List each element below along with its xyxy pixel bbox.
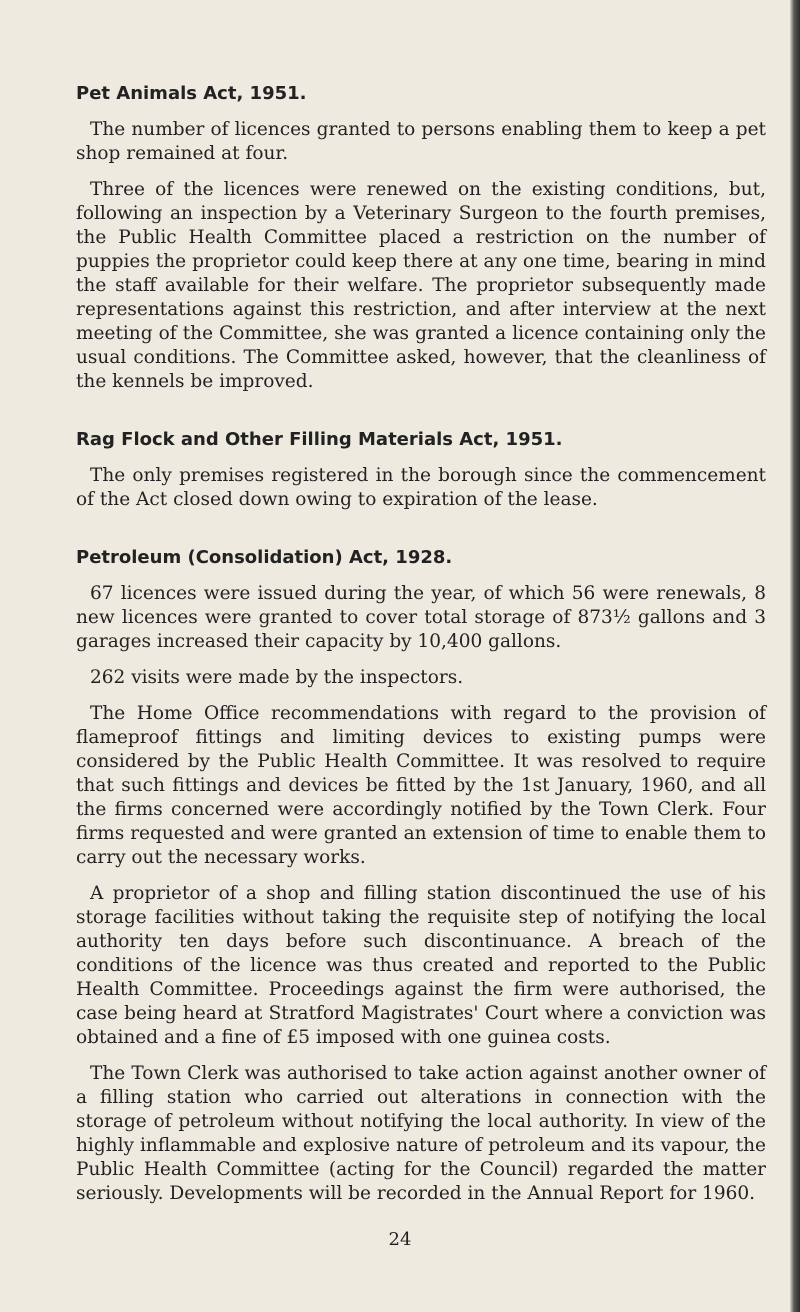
section-pet-animals: [76, 82, 766, 394]
section-petroleum: [76, 546, 766, 1206]
paragraph: A proprietor of a shop and filling station discontinued the use of his storage facilities without taking the requisite step of notifying the local authority ten days before such discontinuance. A breach of the conditions of the licence was thus created and reported to the Public Health Committee. Proceedings against the firm were authorised, the case being heard at Stratford Magistrates' Court where a conviction was obtained and a fine of £5 imposed with one guinea costs.: [76, 883, 766, 1048]
section-spacer: [76, 524, 766, 546]
section-heading: Pet Animals Act, 1951.: [76, 83, 307, 104]
page-edge: [790, 0, 800, 1312]
section-spacer: [76, 406, 766, 428]
section-heading: Petroleum (Consolidation) Act, 1928.: [76, 547, 453, 568]
paragraph: The Town Clerk was authorised to take action against another owner of a filling station who carried out alterations in connection with the storage of petroleum without notifying the local authority. In view of the highly inflammable and explosive nature of petroleum and its vapour, the Public Health Committee (acting for the Council) regarded the matter seriously. Developments will be recorded in the Annual Report for 1960.: [76, 1063, 766, 1204]
paragraph: The Home Office recommendations with regard to the provision of flameproof fittings and limiting devices to existing pumps were considered by the Public Health Committee. It was resolved to require that such fittings and devices be fitted by the 1st January, 1960, and all the firms concerned were accordingly notified by the Town Clerk. Four firms requested and were granted an extension of time to enable them to carry out the necessary works.: [76, 703, 766, 868]
paragraph: Three of the licences were renewed on the existing conditions, but, following an inspection by a Veterinary Surgeon to the fourth premises, the Public Health Committee placed a restriction on the number of puppies the proprietor could keep there at any one time, bearing in mind the staff available for their welfare. The proprietor subsequently made representations against this restriction, and after interview at the next meeting of the Committee, she was granted a licence containing only the usual conditions. The Committee asked, however, that the cleanliness of the kennels be improved.: [76, 179, 766, 392]
page-number: 24: [388, 1229, 412, 1250]
paragraph: 67 licences were issued during the year, of which 56 were renewals, 8 new licences were granted to cover total storage of 873½ gallons and 3 garages increased their capacity by 10,400 gallons.: [76, 583, 766, 652]
paragraph: The only premises registered in the borough since the commencement of the Act closed down owing to expiration of the lease.: [76, 465, 766, 510]
section-heading: Rag Flock and Other Filling Materials Act, 1951.: [76, 429, 563, 450]
paragraph: The number of licences granted to persons enabling them to keep a pet shop remained at four.: [76, 119, 766, 164]
document-body: [76, 82, 766, 1218]
section-rag-flock: [76, 428, 766, 512]
paragraph: 262 visits were made by the inspectors.: [90, 667, 464, 688]
